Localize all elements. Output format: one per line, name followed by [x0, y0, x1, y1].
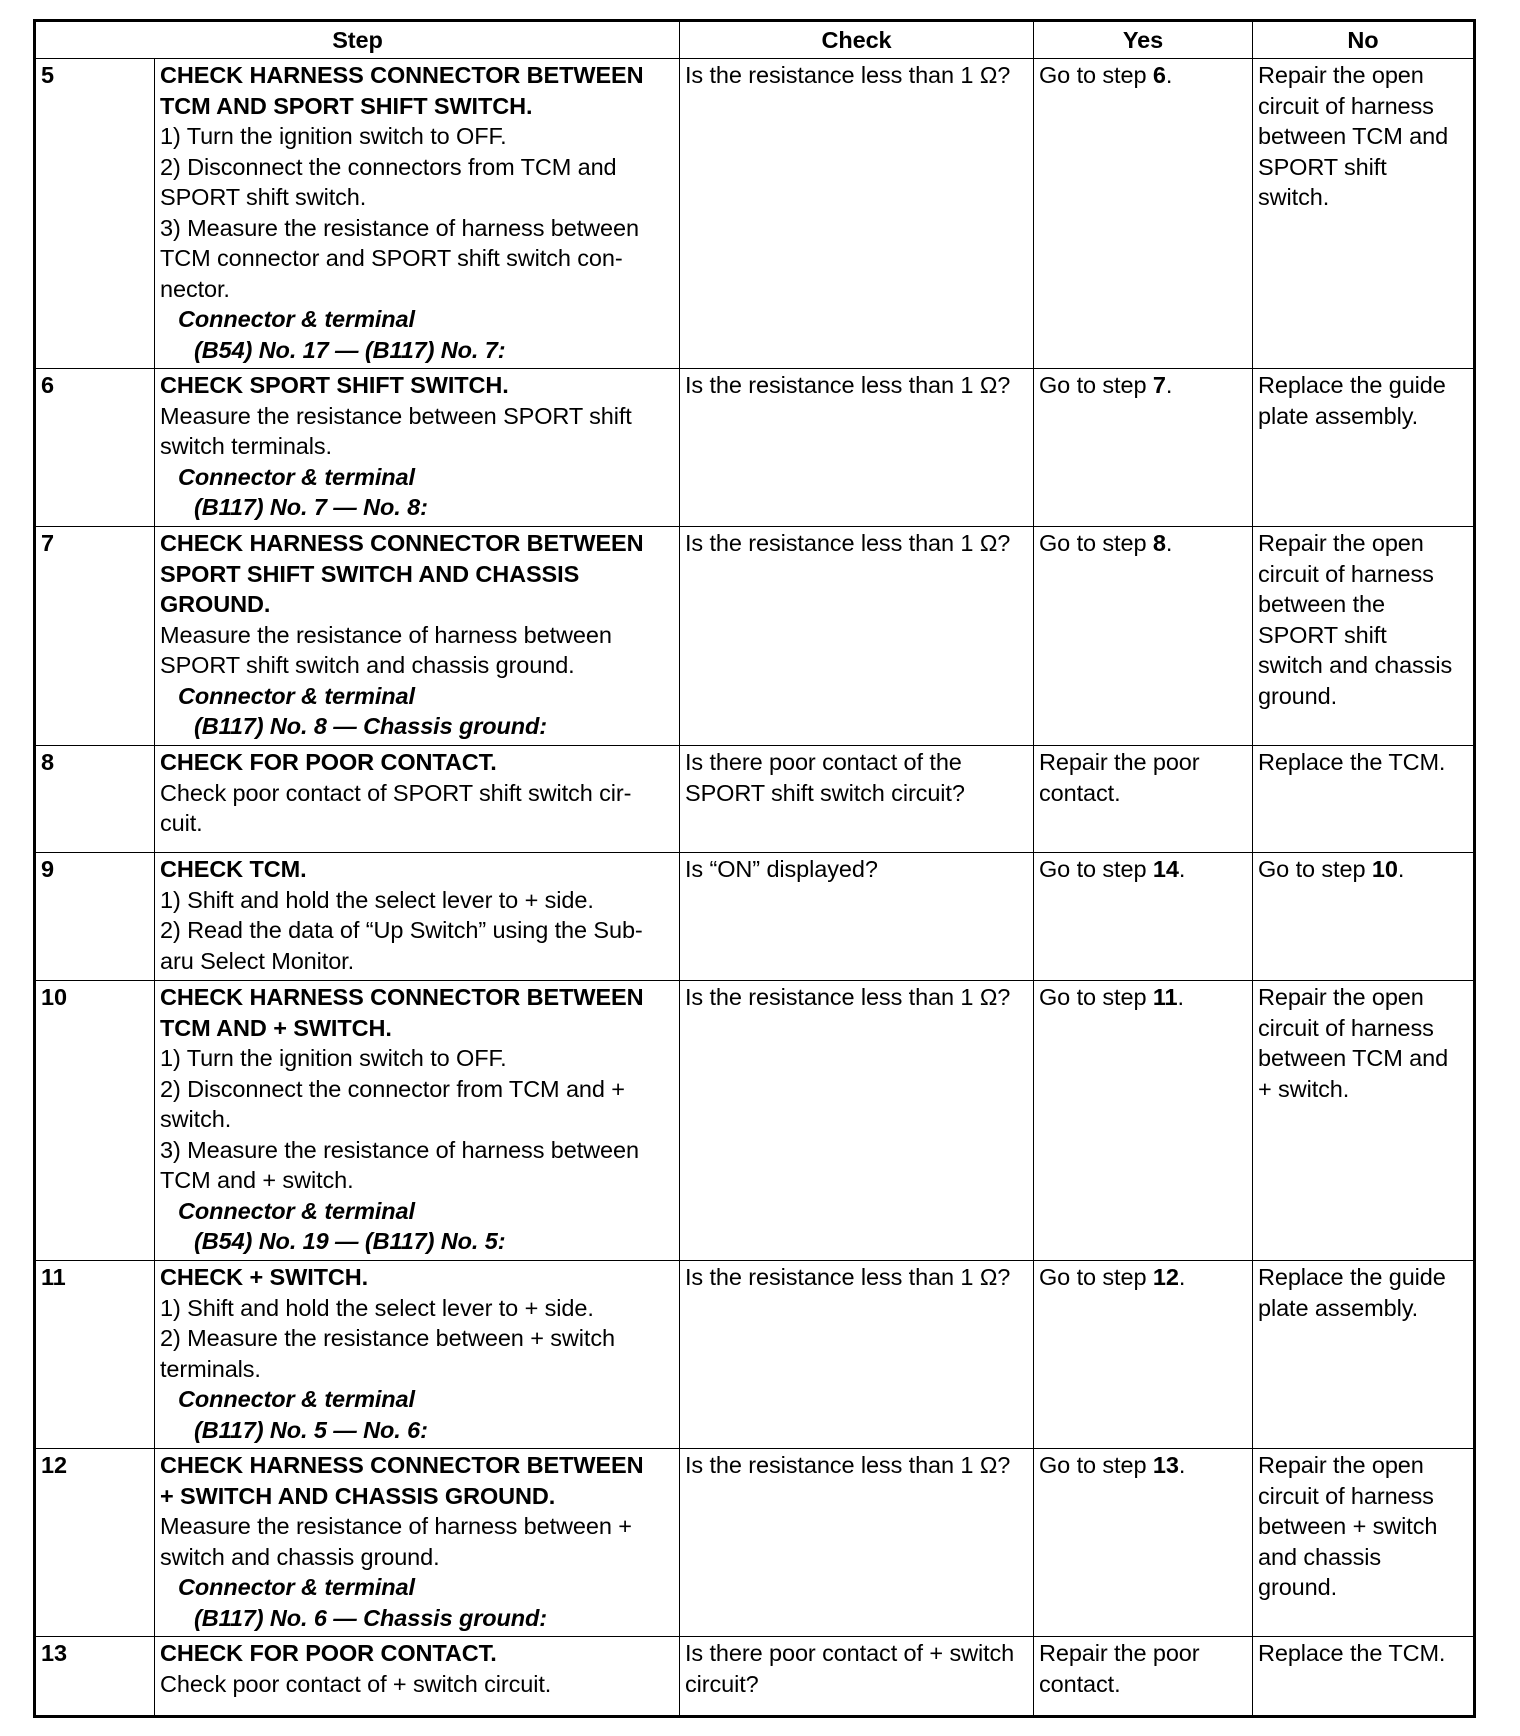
step-content [155, 746, 680, 853]
yes-suffix: . [1165, 372, 1173, 398]
connector-terminal: (B117) No. 8 — Chassis ground: [194, 713, 548, 739]
step-instruction: 2) Measure the resistance between + switch [160, 1325, 615, 1351]
step-instruction: switch. [160, 1106, 232, 1132]
step-content [155, 369, 680, 527]
yes-cell [1034, 1637, 1253, 1717]
connector-terminal: (B54) No. 17 — (B117) No. 7: [194, 336, 506, 363]
step-instruction: TCM and + switch. [160, 1167, 354, 1193]
yes-text: contact. [1039, 1670, 1121, 1697]
table-row [35, 853, 1475, 981]
check-cell [680, 746, 1034, 853]
step-instruction: SPORT shift switch and chassis ground. [160, 652, 575, 678]
no-text: Repair the open [1258, 530, 1424, 556]
step-instruction: 3) Measure the resistance of harness between [160, 1136, 639, 1163]
no-text: and chassis [1258, 1543, 1381, 1570]
connector-terminal: (B54) No. 19 — (B117) No. 5: [194, 1228, 506, 1254]
step-instruction: 2) Read the data of “Up Switch” using the Sub- [160, 917, 643, 943]
yes-suffix: . [1178, 856, 1186, 882]
step-title: GROUND. [160, 591, 271, 617]
step-instruction: 3) Measure the resistance of harness between [160, 214, 639, 241]
no-text: Repair the open [1258, 984, 1424, 1010]
no-text: between TCM and [1258, 1045, 1449, 1071]
yes-prefix: Go to step [1039, 856, 1153, 882]
step-instruction: switch terminals. [160, 433, 332, 459]
no-text: Replace the TCM. [1258, 749, 1446, 775]
diagnostic-table [33, 19, 1476, 1718]
step-instruction: Measure the resistance between SPORT shift [160, 402, 632, 429]
step-number: 7 [35, 527, 155, 746]
check-text: Is the resistance less than 1 Ω? [685, 1452, 1011, 1478]
step-instruction: SPORT shift switch. [160, 184, 367, 210]
step-content [155, 1449, 680, 1637]
connector-label: Connector & terminal [178, 463, 415, 490]
yes-cell [1034, 369, 1253, 527]
step-instruction: switch and chassis ground. [160, 1543, 440, 1570]
check-text: Is the resistance less than 1 Ω? [685, 372, 1011, 398]
no-text: circuit of harness [1258, 1482, 1434, 1509]
no-cell [1253, 1449, 1475, 1637]
table-row [35, 746, 1475, 853]
yes-goto [1039, 982, 1247, 1013]
yes-cell [1034, 746, 1253, 853]
check-text: Is the resistance less than 1 Ω? [685, 1264, 1011, 1290]
header-no: No [1253, 21, 1475, 59]
no-cell [1253, 746, 1475, 853]
connector-label: Connector & terminal [178, 1574, 415, 1600]
table-row [35, 1261, 1475, 1449]
step-instruction: cuit. [160, 810, 203, 836]
step-content [155, 1637, 680, 1717]
no-text: between the [1258, 591, 1385, 617]
step-title: SPORT SHIFT SWITCH AND CHASSIS [160, 560, 580, 587]
yes-text: Repair the poor [1039, 749, 1200, 775]
step-number: 9 [35, 853, 155, 981]
no-text: ground. [1258, 682, 1338, 709]
no-text: SPORT shift [1258, 621, 1387, 648]
step-instruction: 1) Shift and hold the select lever to + side. [160, 886, 594, 913]
yes-step-number: 6 [1152, 62, 1166, 88]
no-cell [1253, 59, 1475, 369]
header-check: Check [680, 21, 1034, 59]
step-instruction: 2) Disconnect the connector from TCM and + [160, 1075, 625, 1102]
no-cell [1253, 1261, 1475, 1449]
no-text: switch. [1258, 184, 1330, 210]
no-cell [1253, 369, 1475, 527]
no-text: between + switch [1258, 1513, 1438, 1539]
yes-cell [1034, 981, 1253, 1261]
step-title: CHECK HARNESS CONNECTOR BETWEEN [160, 530, 644, 556]
step-number: 10 [35, 981, 155, 1261]
no-text: switch and chassis [1258, 652, 1453, 678]
yes-cell [1034, 527, 1253, 746]
yes-suffix: . [1165, 530, 1173, 556]
step-content [155, 981, 680, 1261]
yes-prefix: Go to step [1039, 1264, 1153, 1290]
step-instruction: 1) Turn the ignition switch to OFF. [160, 1045, 507, 1071]
connector-label: Connector & terminal [178, 306, 415, 332]
yes-text: Repair the poor [1039, 1640, 1200, 1666]
header-row [35, 21, 1475, 59]
check-cell [680, 853, 1034, 981]
yes-suffix: . [1165, 62, 1173, 88]
yes-prefix: Go to step [1039, 62, 1153, 88]
step-content [155, 853, 680, 981]
check-text: SPORT shift switch circuit? [685, 779, 965, 806]
no-text: circuit of harness [1258, 1014, 1434, 1041]
step-instruction: Check poor contact of SPORT shift switch cir- [160, 779, 632, 806]
yes-step-number: 11 [1152, 984, 1178, 1010]
step-title: CHECK FOR POOR CONTACT. [160, 749, 497, 775]
no-cell [1253, 981, 1475, 1261]
step-title: CHECK TCM. [160, 856, 307, 882]
check-cell [680, 369, 1034, 527]
step-instruction: TCM connector and SPORT shift switch con- [160, 245, 623, 271]
yes-prefix: Go to step [1039, 1452, 1153, 1478]
yes-suffix: . [1178, 1452, 1186, 1478]
yes-prefix: Go to step [1039, 984, 1153, 1010]
step-title: CHECK SPORT SHIFT SWITCH. [160, 372, 509, 398]
header-yes: Yes [1034, 21, 1253, 59]
yes-step-number: 7 [1152, 372, 1166, 398]
yes-goto [1039, 370, 1247, 401]
no-text: plate assembly. [1258, 1294, 1419, 1321]
yes-text: contact. [1039, 779, 1121, 806]
yes-prefix: Go to step [1039, 372, 1153, 398]
no-suffix: . [1397, 856, 1405, 882]
yes-goto [1039, 854, 1247, 885]
table-row [35, 59, 1475, 369]
yes-goto [1039, 528, 1247, 559]
step-number: 6 [35, 369, 155, 527]
yes-goto [1039, 1262, 1247, 1293]
no-text: Replace the TCM. [1258, 1640, 1446, 1666]
step-title: TCM AND + SWITCH. [160, 1014, 392, 1041]
step-title: + SWITCH AND CHASSIS GROUND. [160, 1482, 556, 1509]
header-step: Step [35, 21, 680, 59]
step-instruction: Measure the resistance of harness between [160, 621, 612, 648]
step-instruction: aru Select Monitor. [160, 947, 355, 974]
check-text: Is the resistance less than 1 Ω? [685, 62, 1011, 88]
step-number: 12 [35, 1449, 155, 1637]
step-title: CHECK FOR POOR CONTACT. [160, 1640, 497, 1666]
yes-step-number: 13 [1152, 1452, 1179, 1478]
step-title: CHECK HARNESS CONNECTOR BETWEEN [160, 62, 644, 88]
table-row [35, 1449, 1475, 1637]
check-text: Is the resistance less than 1 Ω? [685, 984, 1011, 1010]
check-text: circuit? [685, 1670, 759, 1697]
no-text: ground. [1258, 1574, 1338, 1600]
yes-goto [1039, 60, 1247, 91]
check-cell [680, 527, 1034, 746]
yes-cell [1034, 1261, 1253, 1449]
step-number: 5 [35, 59, 155, 369]
yes-step-number: 12 [1152, 1264, 1179, 1290]
table-row [35, 527, 1475, 746]
check-cell [680, 1261, 1034, 1449]
step-number: 8 [35, 746, 155, 853]
check-cell [680, 1637, 1034, 1717]
no-goto [1258, 854, 1468, 885]
step-instruction: 1) Turn the ignition switch to OFF. [160, 123, 507, 149]
step-title: CHECK + SWITCH. [160, 1264, 369, 1290]
no-text: circuit of harness [1258, 560, 1434, 587]
no-text: plate assembly. [1258, 402, 1419, 429]
step-number: 13 [35, 1637, 155, 1717]
check-text: Is there poor contact of + switch [685, 1640, 1015, 1666]
connector-terminal: (B117) No. 7 — No. 8: [194, 494, 428, 520]
step-instruction: 2) Disconnect the connectors from TCM and [160, 153, 617, 180]
step-content [155, 59, 680, 369]
no-text: Replace the guide [1258, 1264, 1446, 1290]
step-instruction: Check poor contact of + switch circuit. [160, 1670, 552, 1697]
step-number: 11 [35, 1261, 155, 1449]
step-instruction: nector. [160, 275, 230, 302]
table-row [35, 981, 1475, 1261]
no-text: Replace the guide [1258, 372, 1446, 398]
table-row [35, 369, 1475, 527]
no-text: circuit of harness [1258, 92, 1434, 119]
connector-terminal: (B117) No. 6 — Chassis ground: [194, 1604, 548, 1631]
check-text: Is there poor contact of the [685, 749, 962, 775]
no-text: Repair the open [1258, 1452, 1424, 1478]
step-instruction: Measure the resistance of harness between + [160, 1513, 632, 1539]
yes-goto [1039, 1450, 1247, 1481]
no-text: SPORT shift [1258, 153, 1387, 180]
step-title: CHECK HARNESS CONNECTOR BETWEEN [160, 984, 644, 1010]
no-prefix: Go to step [1258, 856, 1372, 882]
no-step-number: 10 [1371, 856, 1398, 882]
connector-terminal: (B117) No. 5 — No. 6: [194, 1416, 428, 1443]
check-text: Is the resistance less than 1 Ω? [685, 530, 1011, 556]
step-content [155, 527, 680, 746]
no-cell [1253, 853, 1475, 981]
no-text: Repair the open [1258, 62, 1424, 88]
connector-label: Connector & terminal [178, 682, 415, 709]
yes-prefix: Go to step [1039, 530, 1153, 556]
yes-suffix: . [1177, 984, 1184, 1010]
no-text: + switch. [1258, 1075, 1350, 1102]
yes-cell [1034, 1449, 1253, 1637]
step-instruction: terminals. [160, 1355, 261, 1382]
check-cell [680, 59, 1034, 369]
step-title: TCM AND SPORT SHIFT SWITCH. [160, 92, 533, 119]
yes-suffix: . [1178, 1264, 1186, 1290]
yes-cell [1034, 853, 1253, 981]
connector-label: Connector & terminal [178, 1197, 415, 1224]
check-text: Is “ON” displayed? [685, 856, 878, 882]
check-cell [680, 1449, 1034, 1637]
step-instruction: 1) Shift and hold the select lever to + side. [160, 1294, 594, 1321]
step-title: CHECK HARNESS CONNECTOR BETWEEN [160, 1452, 644, 1478]
no-cell [1253, 527, 1475, 746]
yes-step-number: 8 [1152, 530, 1166, 556]
yes-cell [1034, 59, 1253, 369]
no-text: between TCM and [1258, 123, 1449, 149]
step-content [155, 1261, 680, 1449]
no-cell [1253, 1637, 1475, 1717]
connector-label: Connector & terminal [178, 1386, 415, 1412]
table-row [35, 1637, 1475, 1717]
check-cell [680, 981, 1034, 1261]
yes-step-number: 14 [1152, 856, 1179, 882]
